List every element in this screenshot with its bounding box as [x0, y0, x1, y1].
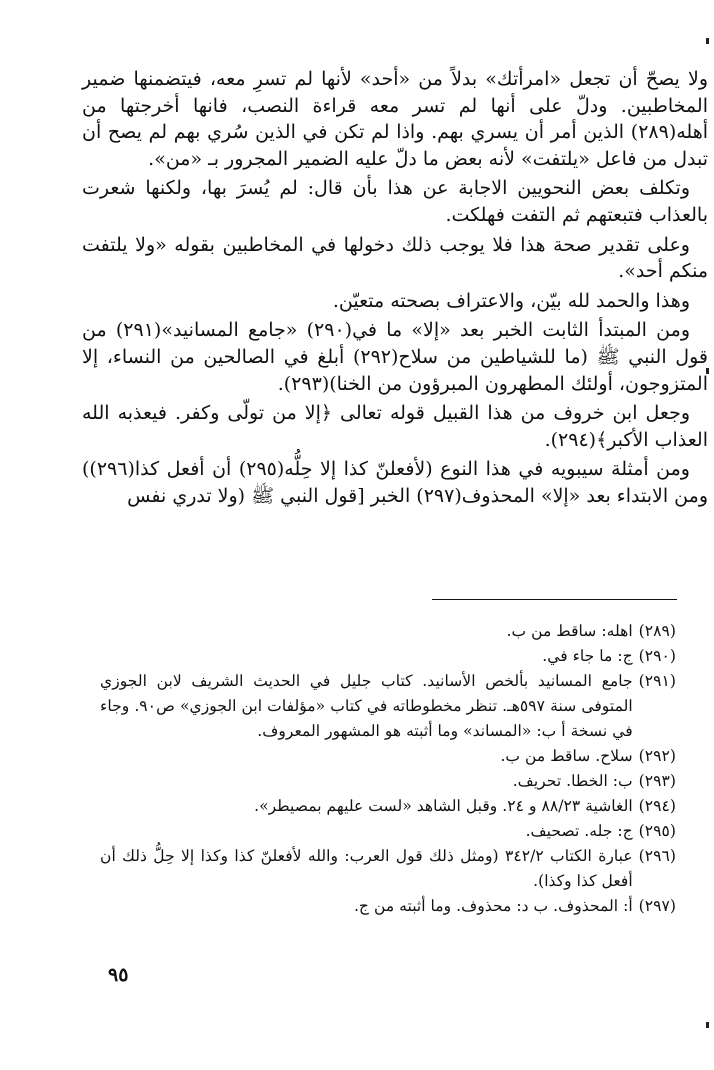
footnote-number: (٢٩٢)	[638, 747, 676, 765]
footnote-separator	[432, 599, 677, 600]
main-text	[82, 66, 708, 510]
paragraph-1: ولا يصحّ أن تجعل «امرأتك» بدلاً من «أحد» لأنها لم تسرِ معه، فيتضمنها ضمير المخاطبين. ودلّ على أنها لم تسر معه قراءة النصب، فانها أخرجتها من أهله(٢٨٩) الذين أمر أن يسري بهم. واذا لم تكن في الذين سُري بهم لم يصح أن تبدل من فاعل «يلتفت» لأنه بعض ما دلّ عليه الضمير المجرور بـ «من».	[82, 68, 708, 170]
paragraph-6: وجعل ابن خروف من هذا القبيل قوله تعالى ﴿إلا من تولّى وكفر. فيعذبه الله العذاب الأكبر﴾(٢٩٤).	[82, 402, 708, 451]
footnote-292	[100, 744, 676, 769]
paragraph-2: وتكلف بعض النحويين الاجابة عن هذا بأن قال: لم يُسرَ بها، ولكنها شعرت بالعذاب فتبعتهم ثم التفت فهلكت.	[82, 177, 708, 226]
footnote-text: اهله: ساقط من ب.	[506, 622, 633, 640]
footnote-289	[100, 619, 676, 644]
footnote-297	[100, 894, 676, 919]
footnote-294	[100, 794, 676, 819]
footnote-text: ج: جله. تصحيف.	[525, 822, 633, 840]
footnote-text: أ: المحذوف. ب د: محذوف. وما أثبته من ج.	[353, 897, 633, 915]
footnote-296	[100, 844, 676, 894]
margin-mark	[706, 38, 709, 44]
footnote-295	[100, 819, 676, 844]
paragraph-3: وعلى تقدير صحة هذا فلا يوجب ذلك دخولها في المخاطبين بقوله «ولا يلتفت منكم أحد».	[82, 233, 708, 283]
margin-mark	[706, 1022, 709, 1028]
footnote-number: (٢٩٥)	[638, 822, 676, 840]
footnote-text: ج: ما جاء في.	[542, 647, 633, 665]
footnotes	[100, 619, 676, 919]
footnote-text: جامع المسانيد بألخص الأسانيد. كتاب جليل في الحديث الشريف لابن الجوزي المتوفى سنة ٥٩٧هـ. تنظر مخطوطاته في كتاب «مؤلفات ابن الجوزي» ص٩٠. وجاء في نسخة أ ب: «المساند» وما أثبته هو المشهور المعروف.	[100, 672, 633, 740]
footnote-number: (٢٩٧)	[638, 897, 676, 915]
footnote-text: سلاح. ساقط من ب.	[500, 747, 633, 765]
footnote-293	[100, 769, 676, 794]
footnote-number: (٢٩٠)	[638, 647, 676, 665]
footnote-number: (٢٩٤)	[638, 797, 676, 815]
footnote-290	[100, 644, 676, 669]
footnote-text: الغاشية ٨٨/٢٣ و ٢٤. وقبل الشاهد «لست عليهم بمصيطر».	[254, 797, 633, 815]
paragraph-7: ومن أمثلة سيبويه في هذا النوع (لأفعلنّ كذا إلا حِلُّه(٢٩٥) أن أفعل كذا(٢٩٦)) ومن الابتداء بعد «إلا» المحذوف(٢٩٧) الخبر [قول النبي ﷺ (ولا تدري نفس	[82, 458, 708, 507]
page-number: ٩٥	[108, 964, 129, 986]
footnote-number: (٢٩١)	[638, 672, 676, 690]
footnote-number: (٢٩٣)	[638, 772, 676, 790]
footnote-text: عبارة الكتاب ٣٤٢/٢ (ومثل ذلك قول العرب: والله لأفعلنّ كذا وكذا إلا حِلُّ ذلك أن أفعل كذا وكذا).	[100, 847, 633, 890]
paragraph-5: ومن المبتدأ الثابت الخبر بعد «إلا» ما في(٢٩٠) «جامع المسانيد»(٢٩١) من قول النبي ﷺ (ما للشياطين من سلاح(٢٩٢) أبلغ في الصالحين من النساء، إلا المتزوجون، أولئك المطهرون المبرؤون من الخنا)(٢٩٣).	[82, 319, 709, 395]
footnote-number: (٢٩٦)	[638, 847, 676, 865]
footnote-text: ب: الخطا. تحريف.	[512, 772, 633, 790]
footnote-number: (٢٨٩)	[638, 622, 676, 640]
footnote-291	[100, 669, 676, 744]
paragraph-4: وهذا والحمد لله بيّن، والاعتراف بصحته متعيّن.	[332, 289, 690, 312]
